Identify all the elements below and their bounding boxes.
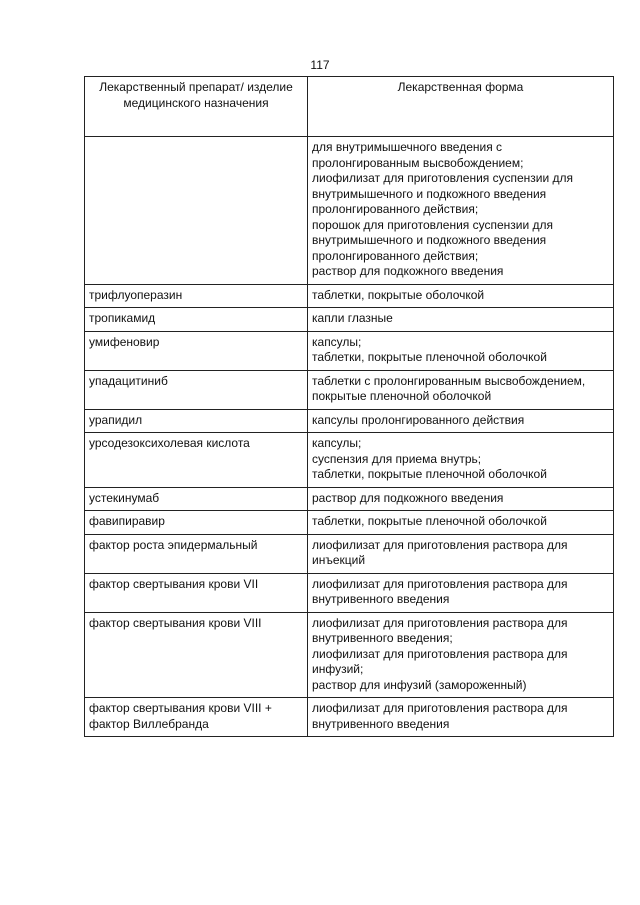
dosage-form-cell: капсулы; таблетки, покрытые пленочной оболочкой bbox=[308, 331, 614, 370]
drug-name-cell: урсодезоксихолевая кислота bbox=[85, 433, 308, 488]
table-body bbox=[85, 137, 614, 737]
table-row bbox=[85, 409, 614, 433]
table-row bbox=[85, 573, 614, 612]
dosage-form-cell: капли глазные bbox=[308, 308, 614, 332]
drug-name-cell: тропикамид bbox=[85, 308, 308, 332]
drug-name-cell: фактор свертывания крови VII bbox=[85, 573, 308, 612]
table-row bbox=[85, 487, 614, 511]
table-row bbox=[85, 370, 614, 409]
table-row bbox=[85, 331, 614, 370]
drug-name-cell: урапидил bbox=[85, 409, 308, 433]
drug-name-cell: устекинумаб bbox=[85, 487, 308, 511]
dosage-form-cell: лиофилизат для приготовления раствора для внутривенного введения bbox=[308, 573, 614, 612]
table-row bbox=[85, 284, 614, 308]
table-row bbox=[85, 433, 614, 488]
dosage-form-cell: таблетки, покрытые пленочной оболочкой bbox=[308, 511, 614, 535]
table-row bbox=[85, 511, 614, 535]
dosage-form-cell: лиофилизат для приготовления раствора для инъекций bbox=[308, 534, 614, 573]
dosage-form-cell: таблетки, покрытые оболочкой bbox=[308, 284, 614, 308]
drug-name-cell: фактор свертывания крови VIII + фактор Виллебранда bbox=[85, 698, 308, 737]
dosage-form-cell: таблетки с пролонгированным высвобождением, покрытые пленочной оболочкой bbox=[308, 370, 614, 409]
dosage-form-cell: капсулы пролонгированного действия bbox=[308, 409, 614, 433]
header-form: Лекарственная форма bbox=[308, 77, 614, 137]
drug-name-cell: трифлуоперазин bbox=[85, 284, 308, 308]
table-row bbox=[85, 534, 614, 573]
drug-name-cell: фактор роста эпидермальный bbox=[85, 534, 308, 573]
drug-name-cell: фактор свертывания крови VIII bbox=[85, 612, 308, 698]
table-row bbox=[85, 137, 614, 285]
dosage-form-cell: раствор для подкожного введения bbox=[308, 487, 614, 511]
header-drug: Лекарственный препарат/ изделие медицинского назначения bbox=[85, 77, 308, 137]
table-header-row bbox=[85, 77, 614, 137]
drug-name-cell: фавипиравир bbox=[85, 511, 308, 535]
drug-name-cell: умифеновир bbox=[85, 331, 308, 370]
drug-table bbox=[84, 76, 614, 737]
table-row bbox=[85, 308, 614, 332]
dosage-form-cell: капсулы; суспензия для приема внутрь; таблетки, покрытые пленочной оболочкой bbox=[308, 433, 614, 488]
dosage-form-cell: лиофилизат для приготовления раствора для внутривенного введения bbox=[308, 698, 614, 737]
dosage-form-cell: лиофилизат для приготовления раствора для внутривенного введения; лиофилизат для приготовления раствора для инфузий; раствор для инфузий (замороженный) bbox=[308, 612, 614, 698]
page-number: 117 bbox=[310, 58, 330, 72]
table-row bbox=[85, 612, 614, 698]
drug-name-cell bbox=[85, 137, 308, 285]
table-row bbox=[85, 698, 614, 737]
drug-name-cell: упадацитиниб bbox=[85, 370, 308, 409]
dosage-form-cell: для внутримышечного введения с пролонгированным высвобождением; лиофилизат для приготовления суспензии для внутримышечного и подкожного введения пролонгированного действия; порошок для приготовления суспензии для внутримышечного и подкожного введения пролонгированного действия; раствор для подкожного введения bbox=[308, 137, 614, 285]
